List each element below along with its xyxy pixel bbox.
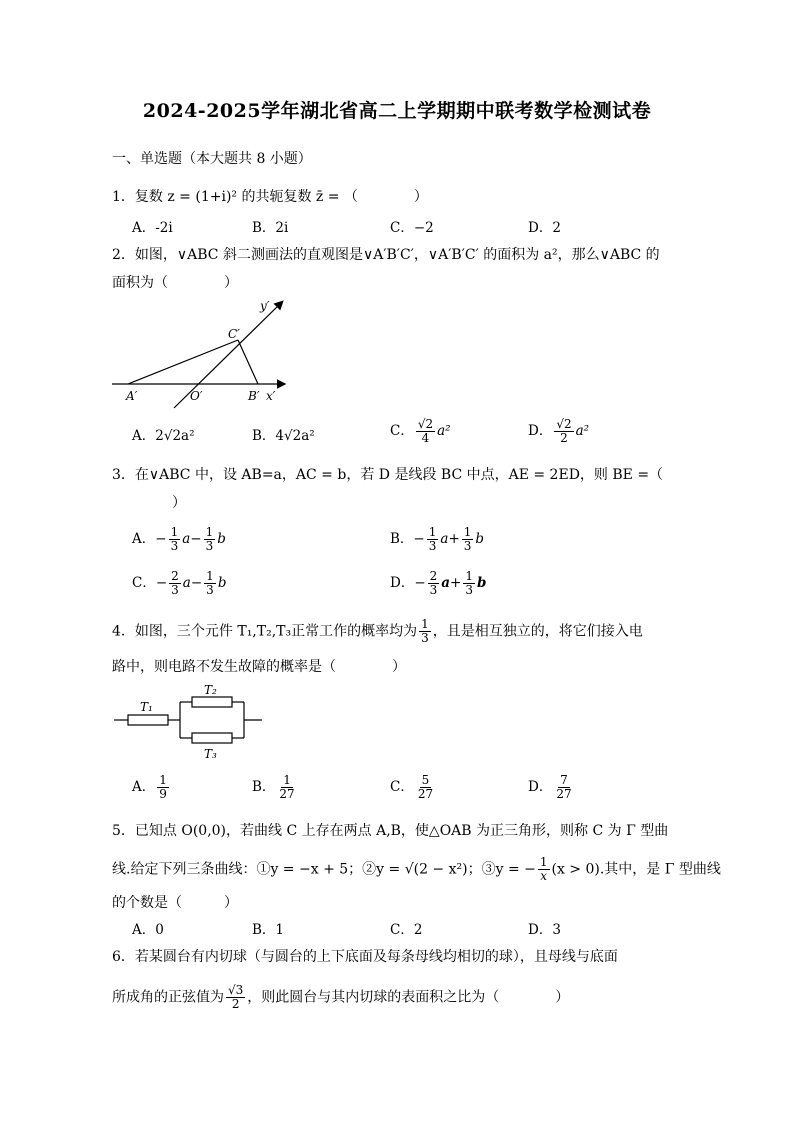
label-o-prime: O′ (190, 389, 203, 403)
question-3-line1: 3．在∨ABC 中，设 AB=a，AC = b，若 D 是线段 BC 中点，AE = 2ED，则 BE =（ (112, 467, 664, 483)
label-y-prime: y′ (260, 299, 270, 313)
question-5-line2: 线.给定下列三条曲线：①y = −x + 5；②y = √(2 − x²)；③y = − $\frac{1}{x}$ (x > 0).其中，是 Γ 型曲线 (112, 855, 721, 883)
question-5-line1: 5．已知点 O(0,0)，若曲线 C 上存在两点 A,B，使△OAB 为正三角形，则称 C 为 Γ 型曲 (112, 823, 669, 839)
resistor-t3 (192, 733, 232, 743)
q3-option-d: D．− $\frac{2}{3}$ a+ $\frac{1}{3}$ b (390, 569, 487, 597)
q3-option-a: A．− $\frac{1}{3}$ a− $\frac{1}{3}$ b (132, 525, 226, 553)
q5-option-a: A．0 (132, 922, 164, 938)
label-b-prime: B′ (248, 389, 260, 403)
q2-option-c-fraction: $\frac{√2}{4}$ (417, 417, 434, 445)
resistor-t2 (192, 697, 232, 707)
q2-option-a: A．2√2a² (132, 428, 195, 444)
question-5-line3: 的个数是（ ） (112, 895, 238, 911)
label-t1: T₁ (140, 700, 153, 714)
question-6-line2: 所成角的正弦值为 $\frac{√3}{2}$ ，则此圆台与其内切球的表面积之比为（ ） (112, 983, 570, 1011)
q3-option-b: B．− $\frac{1}{3}$ a+ $\frac{1}{3}$ b (390, 525, 485, 553)
resistor-t1 (128, 715, 168, 725)
label-t3: T₃ (204, 747, 217, 761)
q4-option-b: B． $\frac{1}{27}$ (252, 773, 295, 801)
question-3-line2: ） (172, 495, 186, 511)
exam-title: 2024-2025学年湖北省高二上学期期中联考数学检测试卷 (142, 100, 652, 122)
question-1-text: 1．复数 z = (1+i)² 的共轭复数 z̄ = （ ） (112, 189, 428, 205)
q4-option-c: C． $\frac{5}{27}$ (390, 773, 434, 801)
q2-option-b: B．4√2a² (252, 428, 315, 444)
question-2-line2: 面积为（ ） (112, 275, 238, 291)
question-2-line1: 2．如图，∨ABC 斜二测画法的直观图是∨A′B′C′，∨A′B′C′ 的面积为 a²，那么∨ABC 的 (112, 247, 660, 263)
q4-probability-fraction: $\frac{1}{3}$ (421, 617, 429, 645)
q2-option-d: D． $\frac{√2}{2}$ a² (528, 417, 590, 445)
q1-option-a: A．-2i (132, 220, 173, 236)
label-a-prime: A′ (126, 389, 138, 403)
q2-option-c-label: C． (390, 423, 414, 439)
q1-option-d: D．2 (528, 220, 561, 236)
q3-option-c: C．− $\frac{2}{3}$ a− $\frac{1}{3}$ b (132, 569, 227, 597)
q5-option-d: D．3 (528, 922, 561, 938)
question-6-line1: 6．若某圆台有内切球（与圆台的上下底面及每条母线均相切的球），且母线与底面 (112, 949, 618, 965)
q1-option-b: B．2i (252, 220, 289, 236)
label-x-prime: x′ (266, 389, 276, 403)
label-t2: T₂ (204, 684, 217, 697)
q4-option-d: D． $\frac{7}{27}$ (528, 773, 572, 801)
q5-reciprocal-fraction: $\frac{1}{x}$ (539, 855, 548, 883)
q2-option-c: C． $\frac{√2}{4}$ a² (390, 417, 451, 445)
q6-sine-fraction: $\frac{√3}{2}$ (228, 983, 244, 1011)
question-4-line2: 路中，则电路不发生故障的概率是（ ） (112, 659, 406, 675)
oblique-projection-figure (108, 296, 298, 412)
q5-option-c: C．2 (390, 922, 423, 938)
q2-option-d-fraction: $\frac{√2}{2}$ (556, 417, 572, 445)
q2-option-d-label: D． (528, 423, 553, 439)
circuit-figure (112, 684, 272, 764)
q4-option-a: A． $\frac{1}{9}$ (132, 773, 167, 801)
question-4-line1: 4．如图，三个元件 T₁,T₂,T₃正常工作的概率均为 $\frac{1}{3}$ ，且是相互独立的，将它们接入电 (112, 617, 643, 645)
q5-option-b: B．1 (252, 922, 285, 938)
side-bc (238, 340, 258, 384)
q1-option-c: C．−2 (390, 220, 434, 236)
section-heading: 一、单选题（本大题共 8 小题） (112, 151, 312, 167)
label-c-prime: C′ (228, 327, 240, 341)
